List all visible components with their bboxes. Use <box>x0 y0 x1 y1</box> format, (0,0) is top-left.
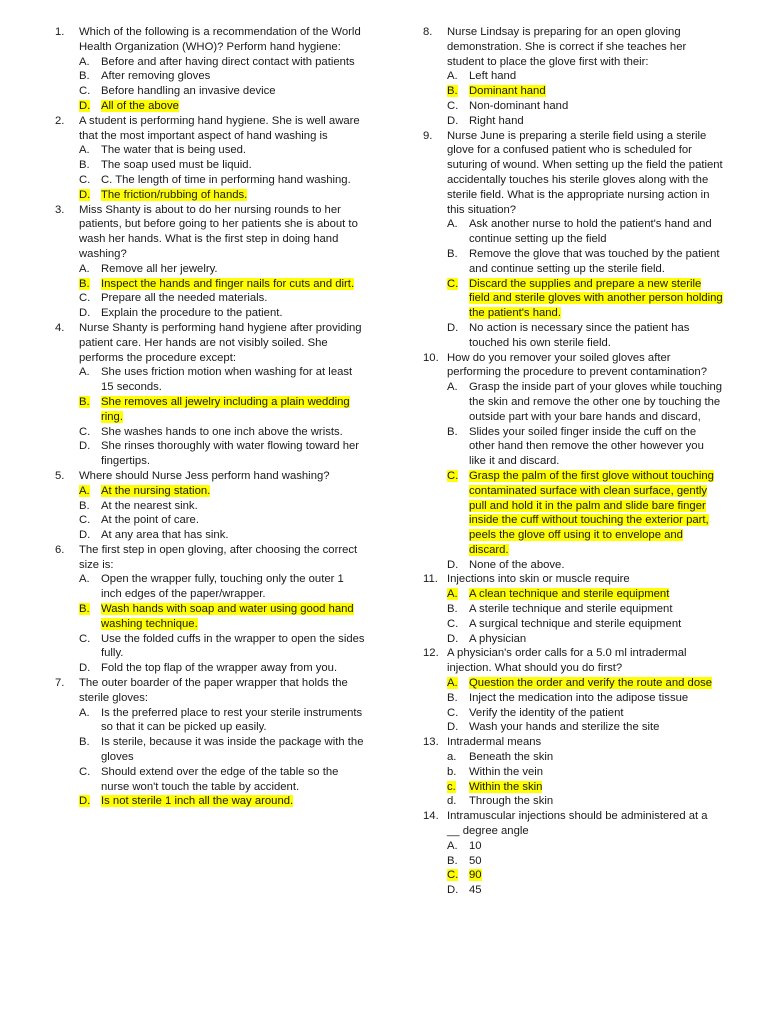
option-label: D. <box>79 307 91 320</box>
answer-option <box>79 706 367 736</box>
answer-option <box>79 528 367 543</box>
option-label: D. <box>447 114 459 127</box>
answer-option <box>447 883 723 898</box>
option-text: Wash hands with soap and water using good hand washing technique. <box>101 603 354 630</box>
answer-option <box>79 632 367 662</box>
answer-option <box>447 839 723 854</box>
answer-option <box>79 306 367 321</box>
option-text: Use the folded cuffs in the wrapper to open the sides fully. <box>101 632 365 660</box>
answer-option-highlighted <box>447 277 723 321</box>
question-text: Intradermal means <box>447 736 542 749</box>
question-text: Nurse Shanty is performing hand hygiene after providing patient care. Her hands are not visibly soiled. She performs the procedure except: <box>79 321 362 364</box>
option-label: B. <box>79 277 90 290</box>
question-text: Which of the following is a recommendation of the World Health Organization (WHO)? Perform hand hygiene: <box>79 26 361 53</box>
option-text: Slides your soiled finger inside the cuff on the other hand then remove the other however you like it and discard. <box>469 425 704 468</box>
question-number: 4. <box>55 321 65 334</box>
option-text: Question the order and verify the route and dose <box>469 677 713 690</box>
question-8 <box>423 25 723 129</box>
option-text: Should extend over the edge of the table so the nurse won't touch the table by accident. <box>101 765 339 793</box>
question-number: 1. <box>55 26 65 38</box>
answer-option <box>447 558 723 573</box>
option-text: Grasp the palm of the first glove without touching contaminated surface with clean surface, gently pull and hold it in the palm and slide bare finger inside the cuff without touching the exterior part, peels the glove off using it to envelope and discard. <box>469 469 714 556</box>
question-text: Nurse June is preparing a sterile field using a sterile glove for a confused patient who is scheduled for suturing of wound. When setting up the field the patient accidentally touches his sterile gloves along with the sterile field. What is the appropriate nursing action in this situation? <box>447 129 723 216</box>
answer-option <box>79 735 367 765</box>
question-10 <box>423 351 723 573</box>
option-text: Remove the glove that was touched by the patient and continue setting up the sterile field. <box>469 247 720 275</box>
option-label: C. <box>79 173 91 186</box>
question-stem <box>55 203 367 262</box>
answer-option <box>79 173 367 188</box>
question-stem <box>55 114 367 144</box>
option-label: A. <box>79 484 90 497</box>
answer-option <box>447 321 723 351</box>
question-stem <box>423 25 723 69</box>
option-label: D. <box>79 795 91 808</box>
option-text: Explain the procedure to the patient. <box>101 307 283 320</box>
option-text: A clean technique and sterile equipment <box>469 588 670 601</box>
option-label: b. <box>447 765 457 778</box>
answer-option-highlighted <box>447 587 723 602</box>
option-text: Inject the medication into the adipose tissue <box>469 691 689 704</box>
option-text: Before handling an invasive device <box>101 85 276 98</box>
answer-option <box>79 661 367 676</box>
answer-option <box>79 439 367 469</box>
question-stem <box>55 321 367 365</box>
option-text: Is the preferred place to rest your sterile instruments so that it can be picked up easily. <box>101 706 363 734</box>
answer-option <box>79 425 367 440</box>
question-12 <box>423 646 723 735</box>
question-number: 2. <box>55 114 65 127</box>
option-text: She removes all jewelry including a plain wedding ring. <box>101 395 350 423</box>
option-label: A. <box>79 262 90 275</box>
question-stem <box>55 25 367 55</box>
answer-option-highlighted <box>79 395 367 425</box>
option-label: a. <box>447 751 457 764</box>
option-label: A. <box>447 588 458 601</box>
option-label: C. <box>79 425 91 438</box>
option-text: The soap used must be liquid. <box>101 159 252 172</box>
option-text: Verify the identity of the patient <box>469 706 624 719</box>
option-label: B. <box>79 603 90 616</box>
option-text: A surgical technique and sterile equipment <box>469 617 682 630</box>
option-text: No action is necessary since the patient has touched his own sterile field. <box>469 321 690 349</box>
option-text: The water that is being used. <box>101 144 247 157</box>
answer-option <box>79 572 367 602</box>
question-text: A student is performing hand hygiene. She is well aware that the most important aspect of hand washing is <box>79 114 360 142</box>
option-label: A. <box>447 677 458 690</box>
answer-option <box>447 425 723 469</box>
question-number: 13. <box>423 736 439 749</box>
option-text: She washes hands to one inch above the wrists. <box>101 425 343 438</box>
question-text: Where should Nurse Jess perform hand washing? <box>79 469 330 482</box>
option-label: D. <box>79 188 91 201</box>
option-text: Discard the supplies and prepare a new sterile field and sterile gloves with another person holding the patient's hand. <box>469 277 723 320</box>
option-label: A. <box>79 573 90 586</box>
question-number: 8. <box>423 26 433 38</box>
option-text: After removing gloves <box>101 70 211 83</box>
question-text: Nurse Lindsay is preparing for an open gloving demonstration. She is correct if she teaches her student to place the glove first with their: <box>447 26 687 68</box>
question-stem <box>423 735 723 750</box>
option-label: B. <box>447 247 458 260</box>
option-label: C. <box>79 514 91 527</box>
question-text: The outer boarder of the paper wrapper that holds the sterile gloves: <box>79 677 348 704</box>
question-number: 6. <box>55 543 65 556</box>
answer-option <box>79 143 367 158</box>
option-text: Before and after having direct contact with patients <box>101 55 355 68</box>
option-label: B. <box>447 691 458 704</box>
option-text: None of the above. <box>469 558 565 571</box>
option-label: D. <box>447 632 459 645</box>
question-stem <box>423 646 723 676</box>
option-text: Beneath the skin <box>469 751 554 764</box>
option-text: Dominant hand <box>469 85 546 98</box>
answer-option <box>447 217 723 247</box>
option-label: D. <box>447 884 459 897</box>
answer-option <box>447 794 723 809</box>
option-text: Is sterile, because it was inside the package with the gloves <box>101 736 364 764</box>
option-label: D. <box>79 662 91 675</box>
question-6 <box>55 543 367 676</box>
question-text: A physician's order calls for a 5.0 ml intradermal injection. What should you do first? <box>447 647 687 675</box>
option-text: Non-dominant hand <box>469 99 569 112</box>
option-label: B. <box>447 425 458 438</box>
option-label: B. <box>79 395 90 408</box>
option-text: Within the vein <box>469 765 544 778</box>
question-number: 5. <box>55 469 65 482</box>
option-text: Remove all her jewelry. <box>101 262 218 275</box>
question-13 <box>423 735 723 809</box>
option-label: B. <box>447 854 458 867</box>
option-text: C. The length of time in performing hand washing. <box>101 173 351 186</box>
option-label: D. <box>447 721 459 734</box>
option-text: The friction/rubbing of hands. <box>101 188 248 201</box>
option-label: A. <box>447 381 458 394</box>
answer-option <box>447 114 723 129</box>
option-label: D. <box>447 558 459 571</box>
answer-option-highlighted <box>79 794 367 809</box>
option-label: B. <box>79 70 90 83</box>
answer-option <box>79 365 367 395</box>
option-label: C. <box>447 469 459 482</box>
option-text: A physician <box>469 632 527 645</box>
option-label: A. <box>79 55 90 68</box>
question-14 <box>423 809 723 898</box>
option-text: All of the above <box>101 99 179 112</box>
option-text: Open the wrapper fully, touching only the outer 1 inch edges of the paper/wrapper. <box>101 573 344 601</box>
option-label: A. <box>447 839 458 852</box>
question-11 <box>423 572 723 646</box>
answer-option-highlighted <box>447 868 723 883</box>
option-label: C. <box>447 706 459 719</box>
option-label: D. <box>79 529 91 542</box>
answer-option <box>447 380 723 424</box>
option-label: D. <box>447 321 459 334</box>
option-text: At the nearest sink. <box>101 499 198 512</box>
option-text: Within the skin <box>469 780 543 793</box>
answer-option-highlighted <box>79 99 367 114</box>
option-text: Is not sterile 1 inch all the way around. <box>101 795 294 808</box>
option-label: C. <box>447 99 459 112</box>
answer-option-highlighted <box>447 469 723 558</box>
question-stem <box>423 572 723 587</box>
option-label: D. <box>79 440 91 453</box>
answer-option-highlighted <box>447 676 723 691</box>
option-text: A sterile technique and sterile equipment <box>469 603 673 616</box>
option-label: A. <box>447 70 458 83</box>
option-text: 45 <box>469 884 482 897</box>
answer-option <box>447 765 723 780</box>
option-label: A. <box>447 218 458 231</box>
option-text: Right hand <box>469 114 524 127</box>
answer-option <box>447 750 723 765</box>
answer-option-highlighted <box>79 602 367 632</box>
answer-option <box>79 84 367 99</box>
answer-option <box>447 247 723 277</box>
answer-option <box>447 602 723 617</box>
option-text: 90 <box>469 869 482 882</box>
question-2 <box>55 114 367 203</box>
answer-option <box>79 513 367 528</box>
option-text: 50 <box>469 854 482 867</box>
answer-option <box>79 499 367 514</box>
option-label: C. <box>79 292 91 305</box>
question-4 <box>55 321 367 469</box>
answer-option <box>79 291 367 306</box>
option-label: C. <box>79 85 91 98</box>
option-label: B. <box>447 603 458 616</box>
question-number: 11. <box>423 573 438 586</box>
option-label: C. <box>447 617 459 630</box>
option-label: A. <box>79 706 90 719</box>
question-stem <box>423 351 723 381</box>
answer-option <box>447 632 723 647</box>
question-text: How do you remover your soiled gloves after performing the procedure to prevent contamination? <box>447 351 707 379</box>
answer-option-highlighted <box>79 484 367 499</box>
left-column <box>55 25 367 809</box>
answer-option <box>79 69 367 84</box>
option-label: B. <box>79 736 90 749</box>
question-stem <box>423 809 723 839</box>
answer-option <box>447 691 723 706</box>
option-text: Wash your hands and sterilize the site <box>469 721 660 734</box>
question-3 <box>55 203 367 321</box>
option-label: D. <box>79 99 91 112</box>
option-text: Through the skin <box>469 795 554 808</box>
option-label: A. <box>79 366 90 379</box>
question-stem <box>55 543 367 573</box>
option-text: She uses friction motion when washing for at least 15 seconds. <box>101 366 353 394</box>
answer-option <box>79 262 367 277</box>
option-label: C. <box>79 632 91 645</box>
answer-option-highlighted <box>447 780 723 795</box>
option-text: Ask another nurse to hold the patient's hand and continue setting up the field <box>469 218 712 246</box>
answer-option <box>447 99 723 114</box>
question-number: 9. <box>423 129 433 142</box>
answer-option <box>447 720 723 735</box>
option-text: 10 <box>469 839 482 852</box>
answer-option-highlighted <box>79 188 367 203</box>
answer-option <box>447 706 723 721</box>
right-column <box>423 25 723 898</box>
question-number: 14. <box>423 810 439 823</box>
question-9 <box>423 129 723 351</box>
answer-option-highlighted <box>79 277 367 292</box>
option-text: At the nursing station. <box>101 484 211 497</box>
option-text: Left hand <box>469 70 517 83</box>
question-text: Injections into skin or muscle require <box>447 573 630 586</box>
option-text: At the point of care. <box>101 514 199 527</box>
option-label: B. <box>79 159 90 172</box>
question-text: Intramuscular injections should be administered at a __ degree angle <box>447 810 708 838</box>
question-stem <box>423 129 723 218</box>
answer-option <box>447 69 723 84</box>
question-7 <box>55 676 367 809</box>
option-label: B. <box>447 85 458 98</box>
option-label: A. <box>79 144 90 157</box>
option-label: C. <box>79 765 91 778</box>
question-number: 12. <box>423 647 439 660</box>
option-text: At any area that has sink. <box>101 529 229 542</box>
answer-option <box>447 617 723 632</box>
answer-option-highlighted <box>447 84 723 99</box>
answer-option <box>79 55 367 70</box>
option-text: Inspect the hands and finger nails for cuts and dirt. <box>101 277 355 290</box>
question-text: Miss Shanty is about to do her nursing rounds to her patients, but before going to her patients she is about to wash her hands. What is the first step in doing hand washing? <box>79 203 358 260</box>
answer-option <box>79 765 367 795</box>
option-text: She rinses thoroughly with water flowing toward her fingertips. <box>101 440 360 468</box>
option-text: Fold the top flap of the wrapper away from you. <box>101 662 338 675</box>
question-5 <box>55 469 367 543</box>
option-label: d. <box>447 795 457 808</box>
question-number: 10. <box>423 351 439 364</box>
option-label: C. <box>447 869 459 882</box>
question-number: 7. <box>55 677 65 690</box>
answer-option <box>79 158 367 173</box>
option-text: Grasp the inside part of your gloves while touching the skin and remove the other one by touching the outside part with your bare hands and discard, <box>469 381 723 423</box>
option-label: C. <box>447 277 459 290</box>
option-label: c. <box>447 780 456 793</box>
question-stem <box>55 469 367 484</box>
answer-option <box>447 854 723 869</box>
question-text: The first step in open gloving, after choosing the correct size is: <box>79 543 358 571</box>
question-number: 3. <box>55 203 65 216</box>
option-label: B. <box>79 499 90 512</box>
question-stem <box>55 676 367 706</box>
question-1 <box>55 25 367 114</box>
option-text: Prepare all the needed materials. <box>101 292 268 305</box>
